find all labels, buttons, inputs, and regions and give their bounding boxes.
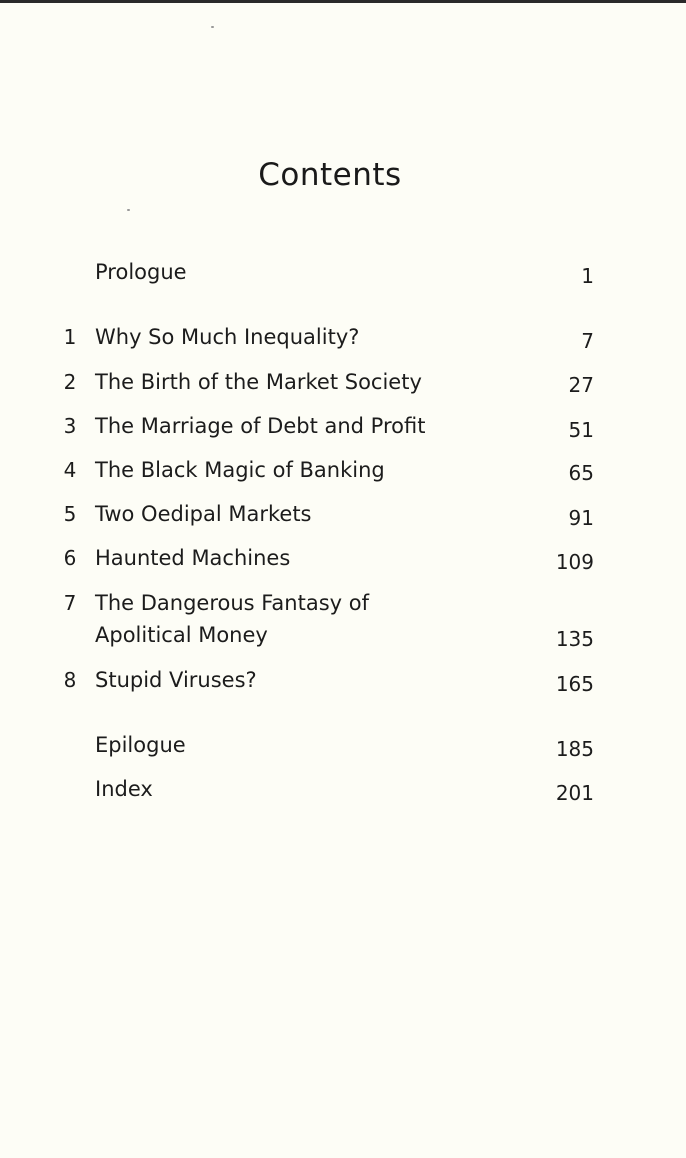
toc-entry-page: 135 bbox=[555, 627, 594, 651]
toc-entry-title: The Dangerous Fantasy of bbox=[95, 591, 369, 615]
toc-entry-title-continued: Apolitical Money bbox=[95, 623, 268, 647]
toc-entry-title: Prologue bbox=[95, 260, 187, 284]
toc-entry-title: Index bbox=[95, 777, 153, 801]
toc-entry-page: 27 bbox=[568, 373, 594, 397]
toc-entry-page: 91 bbox=[568, 506, 594, 530]
toc-entry-chapter-7 bbox=[0, 587, 686, 651]
paper-speck bbox=[211, 26, 214, 28]
toc-entry-title: Stupid Viruses? bbox=[95, 668, 257, 692]
toc-entry-page: 7 bbox=[581, 329, 594, 353]
toc-entry-title: Epilogue bbox=[95, 733, 186, 757]
toc-entry-page: 1 bbox=[581, 264, 594, 288]
toc-entry-number: 2 bbox=[63, 370, 77, 394]
toc-entry-title: The Birth of the Market Society bbox=[95, 370, 422, 394]
toc-entry-page: 109 bbox=[555, 550, 594, 574]
toc-entry-title: The Black Magic of Banking bbox=[95, 458, 385, 482]
toc-entry-number: 1 bbox=[63, 325, 77, 349]
toc-entry-number: 8 bbox=[63, 668, 77, 692]
toc-entry-title: Why So Much Inequality? bbox=[95, 325, 360, 349]
toc-entry-number: 4 bbox=[63, 458, 77, 482]
toc-entry-page: 65 bbox=[568, 461, 594, 485]
toc-entry-number: 7 bbox=[63, 591, 77, 615]
toc-entry-number: 3 bbox=[63, 414, 77, 438]
page-top-edge bbox=[0, 0, 686, 3]
toc-entry-title: Haunted Machines bbox=[95, 546, 291, 570]
toc-entry-page: 51 bbox=[568, 418, 594, 442]
toc-entry-title: The Marriage of Debt and Profit bbox=[95, 414, 426, 438]
toc-entry-page: 201 bbox=[555, 781, 594, 805]
page-title: Contents bbox=[258, 156, 402, 193]
toc-entry-page: 165 bbox=[555, 672, 594, 696]
paper-speck bbox=[127, 209, 130, 211]
toc-entry-page: 185 bbox=[555, 737, 594, 761]
toc-entry-number: 5 bbox=[63, 502, 77, 526]
toc-entry-number: 6 bbox=[63, 546, 77, 570]
toc-entry-title: Two Oedipal Markets bbox=[95, 502, 312, 526]
